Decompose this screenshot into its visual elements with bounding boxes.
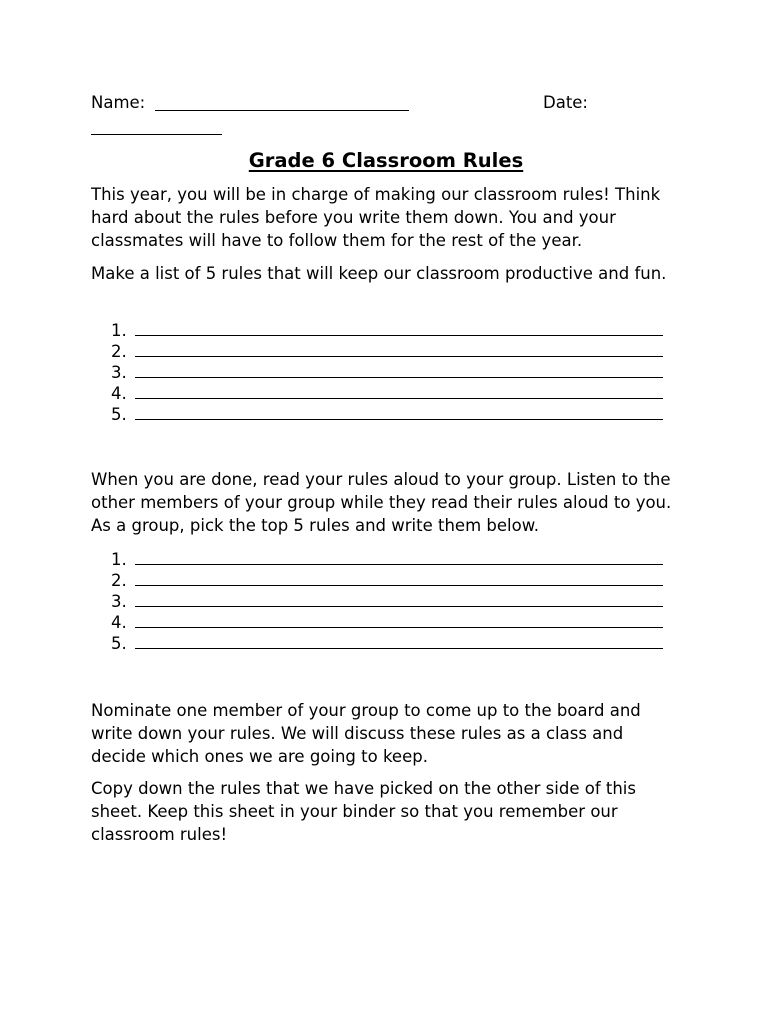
- instruction-paragraph: Make a list of 5 rules that will keep our classroom productive and fun.: [91, 264, 667, 283]
- list-number: 1.: [111, 321, 127, 340]
- list-number: 2.: [111, 342, 127, 361]
- page-title: [91, 148, 681, 174]
- answer-blank: [135, 606, 663, 607]
- answer-blank: [135, 398, 663, 399]
- name-blank: [155, 110, 409, 111]
- answer-blank: [135, 377, 663, 378]
- rules-list-group: [111, 549, 663, 654]
- answer-blank: [135, 335, 663, 336]
- intro-paragraph: This year, you will be in charge of making our classroom rules! Think hard about the rules before you write them down. You and your classmates will have to follow them for the rest of the year.: [91, 185, 661, 250]
- date-blank: [91, 134, 222, 135]
- name-label: Name:: [91, 93, 146, 112]
- date-label: Date:: [543, 93, 588, 112]
- page-title-text: Grade 6 Classroom Rules: [248, 149, 524, 172]
- list-item: [111, 612, 663, 633]
- list-item: [111, 570, 663, 591]
- list-item: [111, 633, 663, 654]
- answer-blank: [135, 419, 663, 420]
- answer-blank: [135, 564, 663, 565]
- list-item: [111, 320, 663, 341]
- list-item: [111, 404, 663, 425]
- list-number: 5.: [111, 634, 127, 653]
- list-number: 1.: [111, 550, 127, 569]
- list-number: 3.: [111, 363, 127, 382]
- list-number: 4.: [111, 613, 127, 632]
- group-paragraph: When you are done, read your rules aloud to your group. Listen to the other members of your group while they read their rules aloud to you. As a group, pick the top 5 rules and write them below.: [91, 470, 672, 535]
- answer-blank: [135, 356, 663, 357]
- list-item: [111, 341, 663, 362]
- answer-blank: [135, 585, 663, 586]
- list-item: [111, 591, 663, 612]
- answer-blank: [135, 648, 663, 649]
- list-item: [111, 549, 663, 570]
- list-number: 3.: [111, 592, 127, 611]
- list-item: [111, 383, 663, 404]
- list-number: 5.: [111, 405, 127, 424]
- copy-paragraph: Copy down the rules that we have picked on the other side of this sheet. Keep this sheet in your binder so that you remember our classroom rules!: [91, 779, 636, 844]
- list-number: 2.: [111, 571, 127, 590]
- answer-blank: [135, 627, 663, 628]
- list-number: 4.: [111, 384, 127, 403]
- list-item: [111, 362, 663, 383]
- nominate-paragraph: Nominate one member of your group to come up to the board and write down your rules. We will discuss these rules as a class and decide which ones we are going to keep.: [91, 701, 641, 766]
- header-fields: [91, 92, 681, 114]
- rules-list-individual: [111, 320, 663, 425]
